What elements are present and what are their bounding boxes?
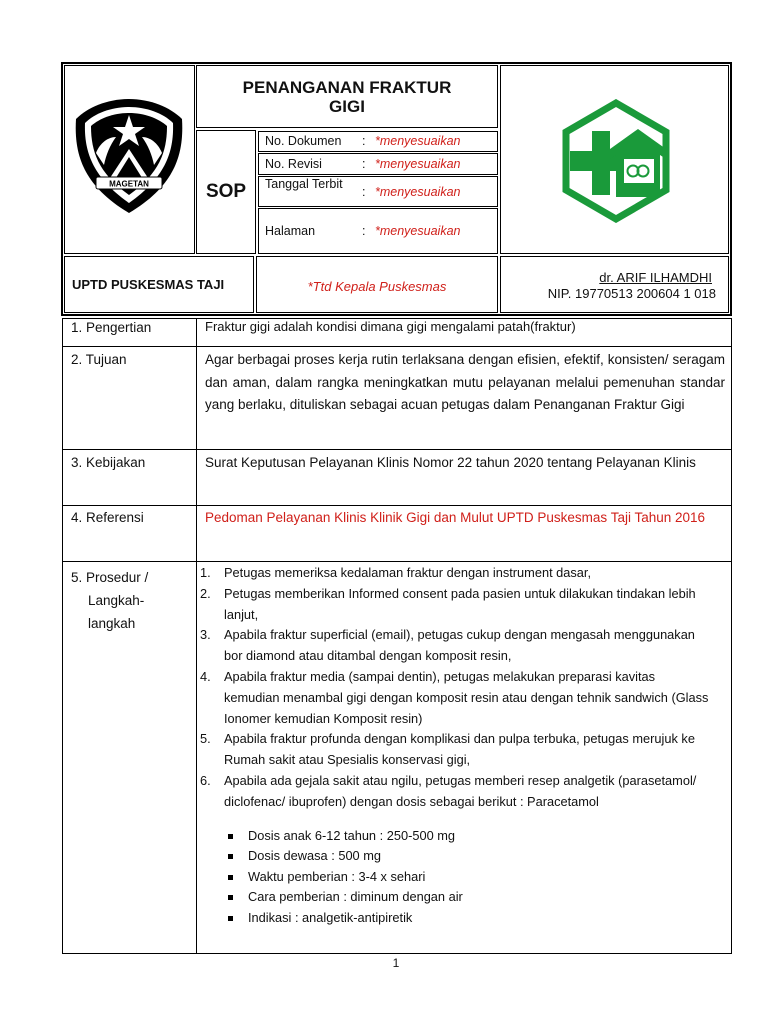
section-label-tujuan: 2. Tujuan (71, 352, 127, 367)
puskesmas-logo-icon (554, 99, 678, 223)
section-text-kebijakan: Surat Keputusan Pelayanan Klinis Nomor 22 tahun 2020 tentang Pelayanan Klinis (205, 455, 696, 470)
emblem-text: MAGETAN (109, 179, 149, 189)
procedure-step (200, 625, 710, 667)
head-nip: NIP. 19770513 200604 1 018 (547, 286, 716, 301)
sop-label: SOP (205, 181, 247, 202)
org-name: UPTD PUSKESMAS TAJI (72, 277, 225, 292)
section-text-referensi: Pedoman Pelayanan Klinis Klinik Gigi dan Mulut UPTD Puskesmas Taji Tahun 2016 (205, 510, 706, 525)
page-number: 1 (392, 956, 400, 970)
row-divider (62, 505, 732, 506)
meta-value: *menyesuaikan (375, 157, 461, 171)
meta-sep: : (362, 157, 366, 171)
prosedur-label-line: Langkah- (88, 593, 145, 608)
row-divider (62, 561, 732, 562)
column-divider (196, 318, 197, 954)
meta-sep: : (362, 185, 366, 199)
procedure-step (200, 729, 710, 771)
procedure-steps (200, 563, 710, 929)
section-label-referensi: 4. Referensi (71, 510, 144, 525)
step-text: Apabila fraktur superficial (email), petugas cukup dengan mengasah menggunakan bor diamond atau ditambal dengan komposit resin, (224, 627, 695, 664)
dosage-item: Cara pemberian : diminum dengan air (224, 887, 710, 908)
section-label-prosedur (71, 566, 148, 635)
dosage-item: Dosis anak 6-12 tahun : 250-500 mg (224, 826, 710, 847)
meta-label: Tanggal Terbit (265, 177, 343, 191)
meta-label: Halaman (265, 224, 316, 238)
step-number: 2. (200, 585, 211, 601)
meta-sep: : (362, 134, 366, 148)
section-text-tujuan: Agar berbagai proses kerja rutin terlaksana dengan efisien, efektif, konsisten/ seragam dan aman, dalam rangka meningkatkan mutu pelayanan melalui pemenuhan standar yang berlaku, dituliskan sebagai acuan petugas dalam Penanganan Fraktur Gigi (205, 352, 725, 412)
procedure-step (200, 771, 710, 813)
step-text: Apabila fraktur profunda dengan komplikasi dan pulpa terbuka, petugas merujuk ke Rumah sakit atau Spesialis konservasi gigi, (224, 731, 695, 768)
procedure-step (200, 667, 710, 729)
section-text-pengertian: Fraktur gigi adalah kondisi dimana gigi mengalami patah(fraktur) (205, 319, 576, 334)
step-text: Petugas memberikan Informed consent pada pasien untuk dilakukan tindakan lebih lanjut, (224, 585, 696, 622)
dosage-item: Waktu pemberian : 3-4 x sehari (224, 867, 710, 888)
step-number: 3. (200, 627, 211, 643)
prosedur-label-line: langkah (88, 616, 136, 631)
step-number: 1. (200, 565, 211, 580)
step-number: 5. (200, 731, 211, 747)
step-number: 6. (200, 772, 211, 788)
page-title-line1: PENANGANAN FRAKTUR (242, 78, 452, 97)
signature-placeholder: *Ttd Kepala Puskesmas (307, 279, 447, 294)
section-label-pengertian: 1. Pengertian (71, 320, 152, 335)
dosage-item: Indikasi : analgetik-antipiretik (224, 908, 710, 929)
head-name: dr. ARIF ILHAMDHI (599, 270, 712, 285)
procedure-step (200, 563, 710, 584)
step-text: Apabila fraktur media (sampai dentin), petugas melakukan preparasi kavitas kemudian menambal gigi dengan komposit resin atau dengan tehnik sandwich (Glass Ionomer kemudian Komposit resin) (224, 668, 709, 726)
meta-label: No. Revisi (265, 157, 322, 171)
dosage-item: Dosis dewasa : 500 mg (224, 846, 710, 867)
row-divider (62, 346, 732, 347)
meta-sep: : (362, 224, 366, 238)
step-text: Petugas memeriksa kedalaman fraktur dengan instrument dasar, (224, 565, 592, 580)
meta-value: *menyesuaikan (375, 134, 461, 148)
section-label-kebijakan: 3. Kebijakan (71, 455, 146, 470)
row-divider (62, 449, 732, 450)
meta-value: *menyesuaikan (375, 185, 461, 199)
meta-label: No. Dokumen (265, 134, 342, 148)
page-title-line2: GIGI (329, 97, 365, 116)
page-title (196, 78, 498, 116)
procedure-step (200, 584, 710, 626)
magetan-emblem-icon (68, 93, 190, 218)
step-text: Apabila ada gejala sakit atau ngilu, petugas memberi resep analgetik (parasetamol/ diclofenac/ ibuprofen) dengan dosis sebagai berikut : Paracetamol (224, 772, 697, 809)
step-number: 4. (200, 668, 211, 684)
prosedur-label-line: 5. Prosedur / (71, 570, 149, 585)
meta-value: *menyesuaikan (375, 224, 461, 238)
